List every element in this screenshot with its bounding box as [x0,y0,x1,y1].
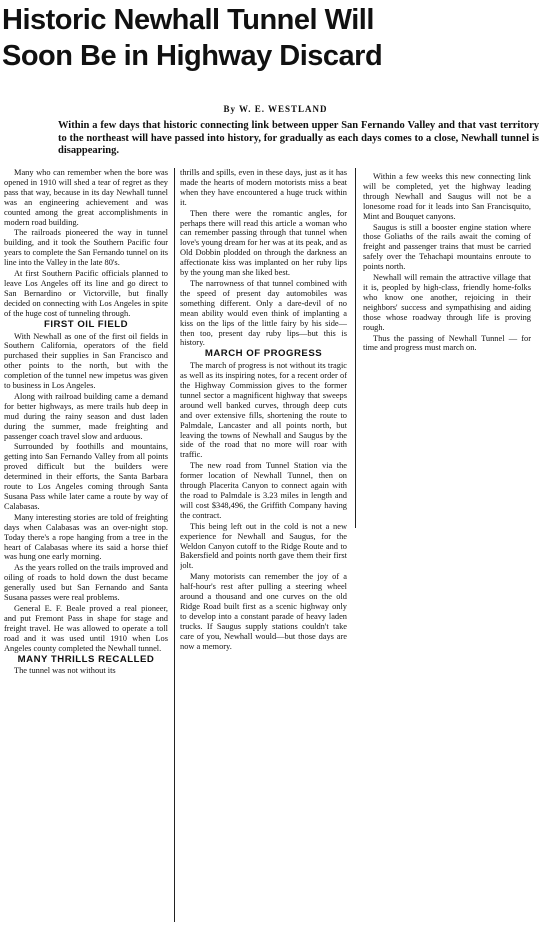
paragraph: Newhall will remain the attractive village that it is, peopled by high-class, friendly home-folks who know one another, rejoicing in their neighbors' success and sympathising and aiding those whose roadway through life is proving rough. [363,273,531,332]
paragraph: thrills and spills, even in these days, just as it has made the hearts of modern motorists miss a beat when they have encountered a huge truck within it. [180,168,347,207]
paragraph: Saugus is still a booster engine station where those Goliaths of the rails await the coming of freight and passenger trains that must be carried safely over the Tehachapi mountains enroute to points north. [363,222,531,272]
paragraph: The new road from Tunnel Station via the former location of Newhall Tunnel, then on through Placerita Canyon to connect again with the road to Palmdale is 3.23 miles in length and will cost $348,496, the Griffith Company having the contract. [180,461,347,520]
paragraph: Within a few weeks this new connecting link will be completed, yet the highway leading through Newhall and Saugus will not be a lonesome road for it leads into San Francisquito, Mint and Bouquet canyons. [363,172,531,221]
column-3 [363,172,531,926]
column-divider [174,168,175,922]
headline [0,2,551,74]
paragraph: The tunnel was not without its [14,666,116,676]
headline-line-1: Historic Newhall Tunnel Will [2,4,374,36]
paragraph: The railroads pioneered the way in tunnel building, and it took the Southern Pacific four years to complete the San Fernando tunnel on its line into the Valley in the late 80's. [4,228,168,268]
subheading: FIRST OIL FIELD [43,318,129,330]
subheading: MANY THRILLS RECALLED [17,653,155,665]
paragraph: At first Southern Pacific officials planned to leave Los Angeles off its line and go direct to San Bernardino or Victorville, but finally decided on connecting with Los Angeles in spite of the huge cost of tunneling through. [4,269,168,318]
paragraph: Then there were the romantic angles, for perhaps there will read this article a woman who can remember passing through that tunnel when love's young dream for her was at its peak, and as Old Dobbin plodded on through the darkness an affectionate kiss was implanted on her ruby lips by the young man she liked best. [180,208,347,278]
paragraph: Many who can remember when the bore was opened in 1910 will shed a tear of regret as they pass that way, because in its day Newhall tunnel was an engineering achievement and was counted among the great accomplishments in modern road building. [4,168,168,227]
headline-line-2: Soon Be in Highway Discard [2,40,383,72]
paragraph: General E. F. Beale proved a real pioneer, and put Fremont Pass in shape for stage and freight travel. He was allowed to operate a toll road and it was used until 1910 when Los Angeles county completed the Newhall tunnel. [4,603,168,653]
paragraph: With Newhall as one of the first oil fields in Southern California, operators of the field purchased their supplies in San Francisco and other points to the north, but with the completion of the tunnel new impetus was given to business in Los Angeles. [4,331,168,391]
paragraph: As the years rolled on the trails improved and oiling of roads to hold down the dust became generally used but San Fernando and Santa Susana passes were real problems. [4,563,168,603]
paragraph: The narrowness of that tunnel combined with the speed of present day automobiles was something different. Only a dare-devil of no mean ability would even think of implanting a kiss on the lips of the little fairy by his side—then too, present day ruby lips—but this is history. [180,278,347,348]
paragraph: Thus the passing of Newhall Tunnel — for time and progress must march on. [363,333,531,353]
paragraph: This being left out in the cold is not a new experience for Newhall and Saugus, for the Weldon Canyon cutoff to the Ridge Route and to Bakersfield and points north gave them their first jolt. [180,521,347,571]
column-divider [355,168,356,528]
paragraph: The march of progress is not without its tragic as well as its inspiring notes, for a recent order of the Highway Commission gives to the former tunnel sector a magnificent highway that sweeps around well banked curves, through deep cuts and over extensive fills, shortening the route to Palmdale, Lancaster and all points north, but leaving the towns of Newhall and Saugus by the side of the road that no more will roar with traffic. [180,361,347,460]
lead-paragraph: Within a few days that historic connecting link between upper San Fernando Valley and that vast territory to the northeast will have passed into history, for gradually as each days comes to a close, Newhall tunnel is disappearing. [58,120,539,156]
byline: By W. E. WESTLAND [223,104,328,114]
paragraph: Many motorists can remember the joy of a half-hour's rest after pulling a steering wheel around a thousand and one curves on the old Ridge Road built first as a scenic highway only to develop into a constant parade of heavy laden trucks. If Saugus supply stations couldn't take care of you, Newhall would—but those days are now a memory. [180,572,347,651]
paragraph: Along with railroad building came a demand for better highways, as mere trails hub deep in mud during the rainy season and dust laden during the summer, made freighting and passenger coach travel slow and arduous. [4,391,168,441]
paragraph: Many interesting stories are told of freighting days when Calabasas was an over-night stop. Today there's a rope hanging from a tree in the heart of Calabasas where its said a horse thief was hung one early morning. [4,512,168,562]
subheading: MARCH OF PROGRESS [204,348,323,360]
paragraph: Surrounded by foothills and mountains, getting into San Fernando Valley from all points proved difficult but the builders were determined in their efforts, the Santa Barbara route to Los Angeles coming through Santa Susana Pass while later came a route by way of Calabasas. [4,442,168,511]
column-2 [180,168,347,922]
column-1 [4,168,168,922]
